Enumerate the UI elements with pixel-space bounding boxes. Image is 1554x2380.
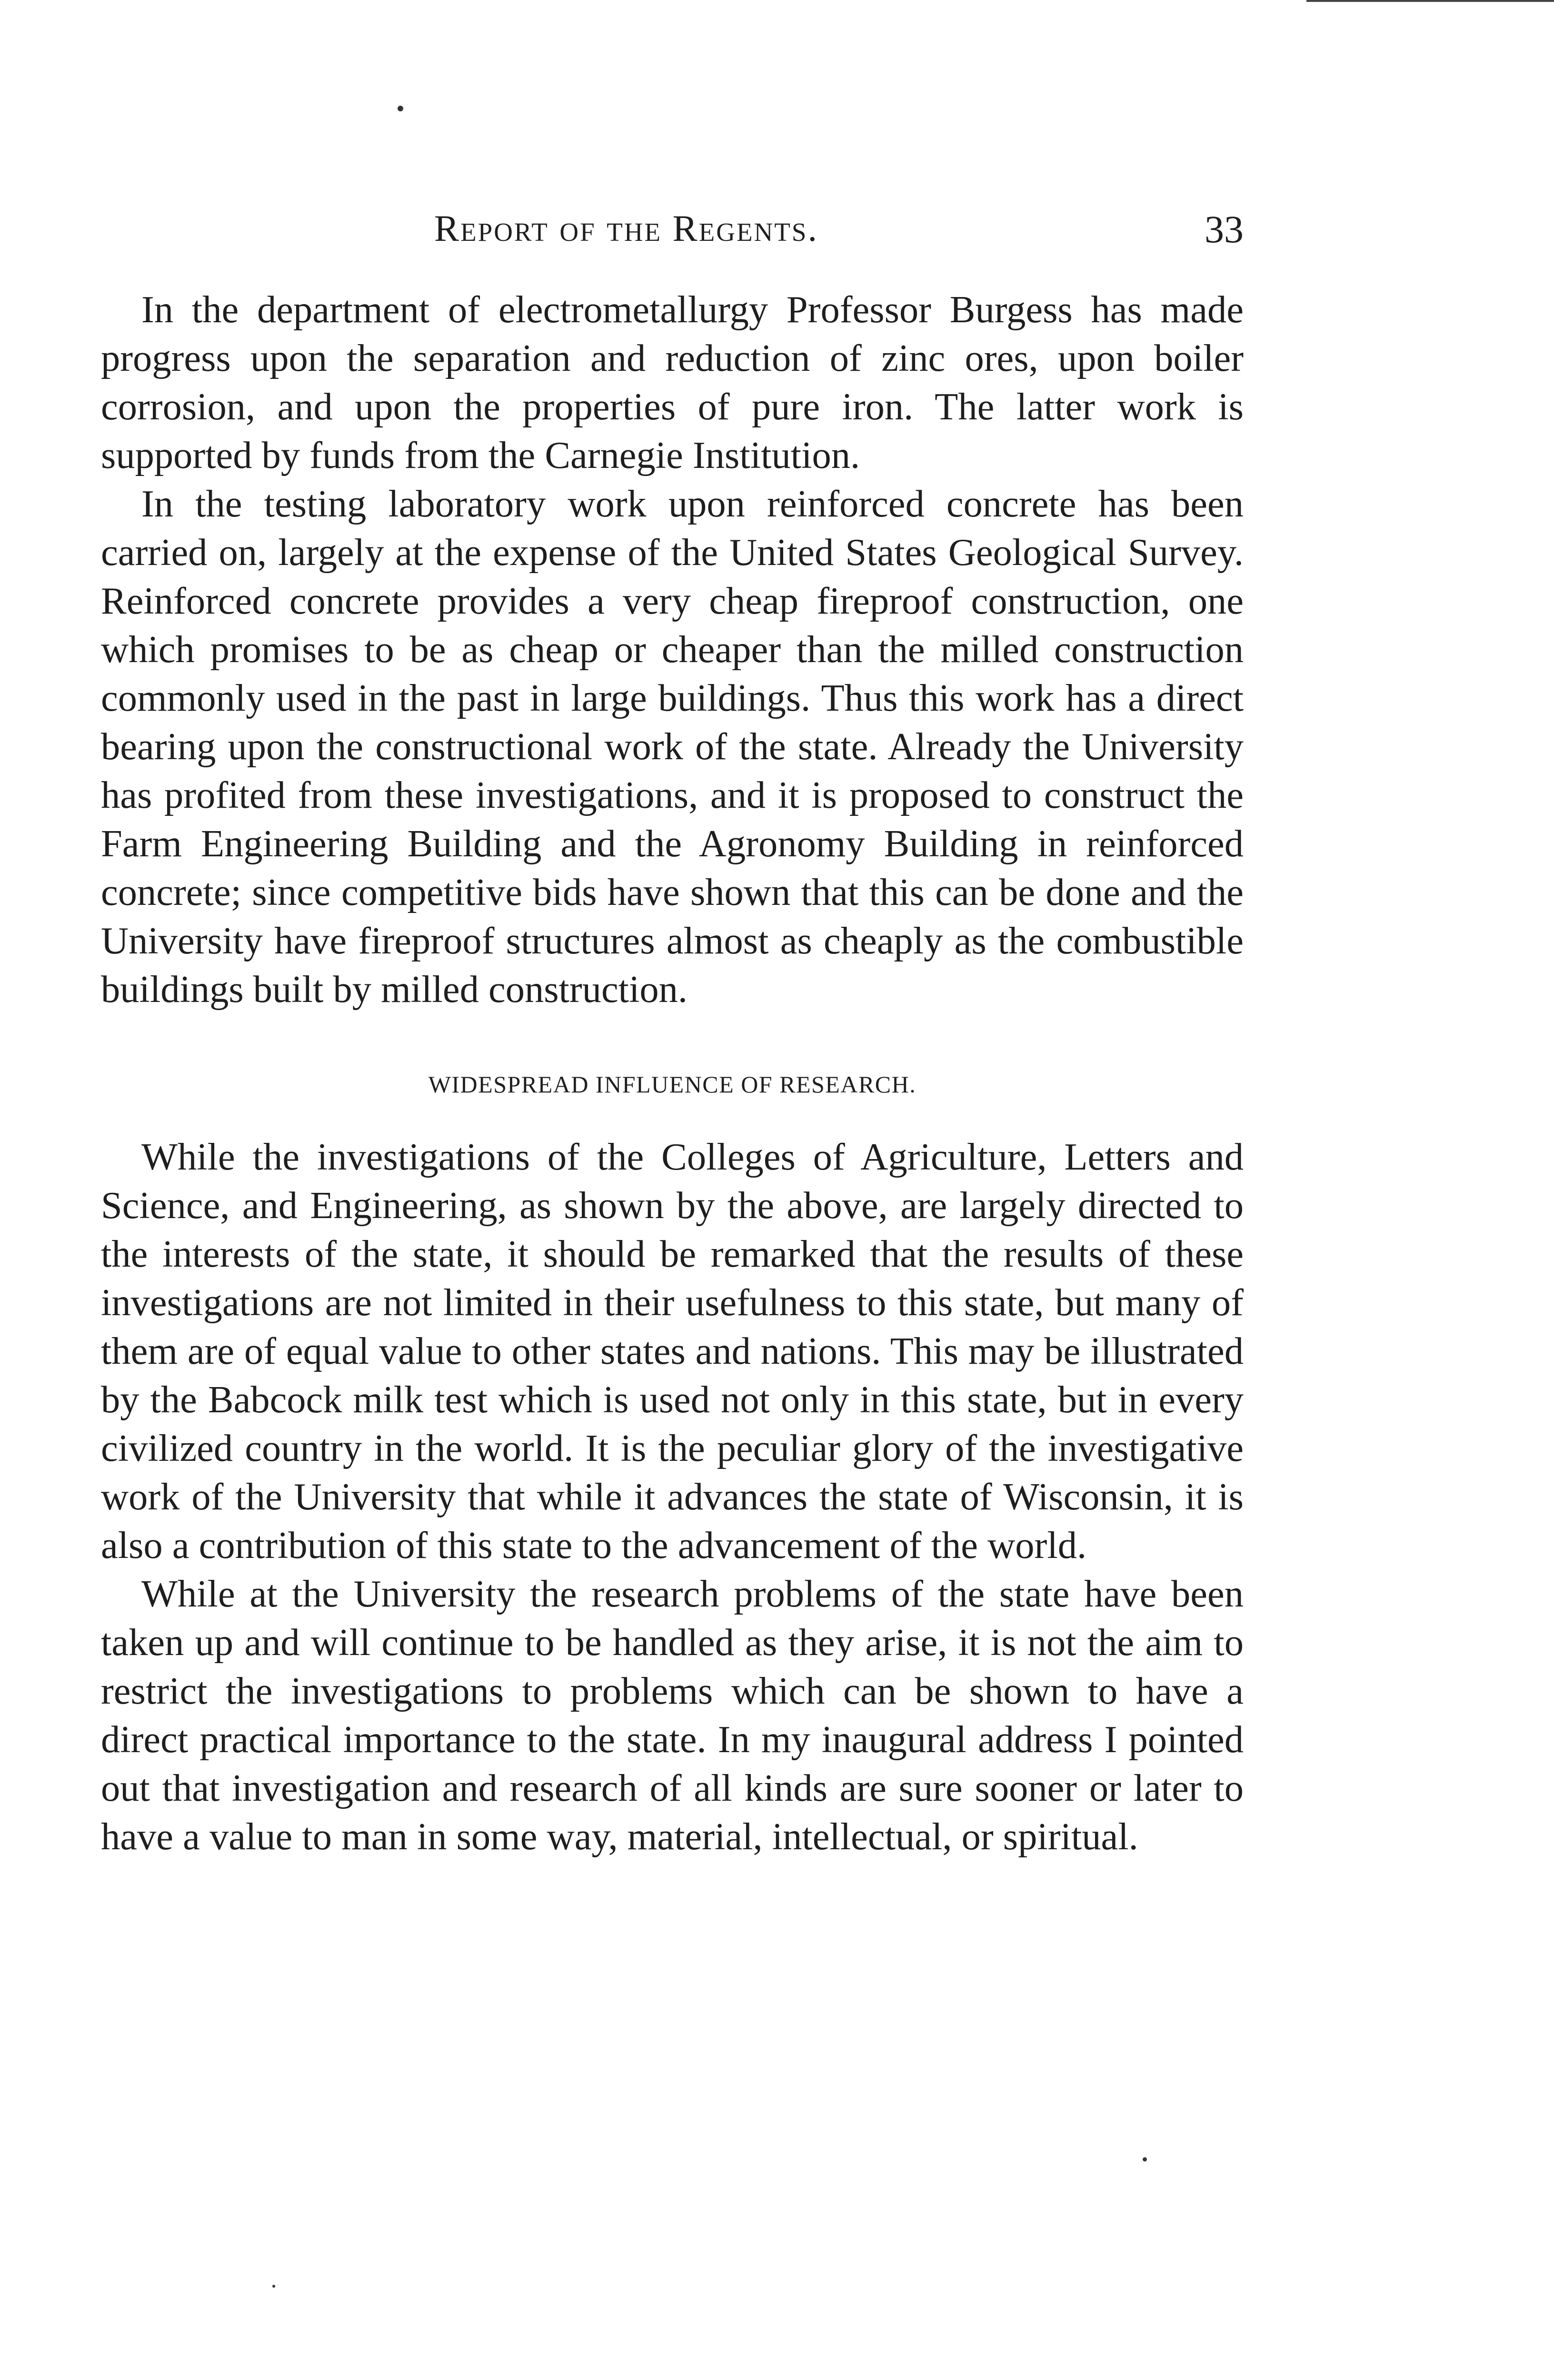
page-body (101, 286, 1244, 1861)
top-edge-rule (1306, 0, 1554, 2)
print-speck (398, 106, 403, 111)
paragraph-electrometallurgy: In the department of electrometallurgy Professor Burgess has made progress upon the separation and reduction of zinc ores, upon boiler corrosion, and upon the properties of pure iron. The latter work is supported by funds from the Carnegie Institution. (101, 288, 1244, 476)
running-head: Report of the Regents. (434, 208, 818, 249)
paragraph-testing-laboratory: In the testing laboratory work upon reinforced concrete has been carried on, largely at the expense of the United States Geological Survey. Reinforced concrete provides a very cheap fireproof construction, one which promises to be as cheap or cheaper than the milled construction commonly used in the past in large buildings. Thus this work has a direct bearing upon the constructional work of the state. Already the University has profited from these investigations, and it is proposed to construct the Farm Engineering Building and the Agronomy Building in reinforced concrete; since competitive bids have shown that this can be done and the University have fireproof structures almost as cheaply as the combustible buildings built by milled construction. (101, 483, 1244, 1011)
page-header (101, 198, 1244, 255)
print-speck (272, 2285, 275, 2288)
section-heading: WIDESPREAD INFLUENCE OF RESEARCH. (428, 1071, 916, 1098)
paragraph-research-aim: While at the University the research problems of the state have been taken up and will continue to be handled as they arise, it is not the aim to restrict the investigations to problems which can be shown to have a direct practical importance to the state. In my inaugural address I pointed out that investigation and research of all kinds are sure sooner or later to have a value to man in some way, material, intellectual, or spiritual. (101, 1573, 1244, 1858)
print-speck (1143, 2157, 1147, 2162)
page-number: 33 (1205, 208, 1244, 251)
paragraph-influence: While the investigations of the Colleges of Agriculture, Letters and Science, and Engineering, as shown by the above, are largely directed to the interests of the state, it should be remarked that the results of these investigations are not limited in their usefulness to this state, but many of them are of equal value to other states and nations. This may be illustrated by the Babcock milk test which is used not only in this state, but in every civilized country in the world. It is the peculiar glory of the investigative work of the University that while it advances the state of Wisconsin, it is also a contribution of this state to the advancement of the world. (101, 1136, 1244, 1567)
